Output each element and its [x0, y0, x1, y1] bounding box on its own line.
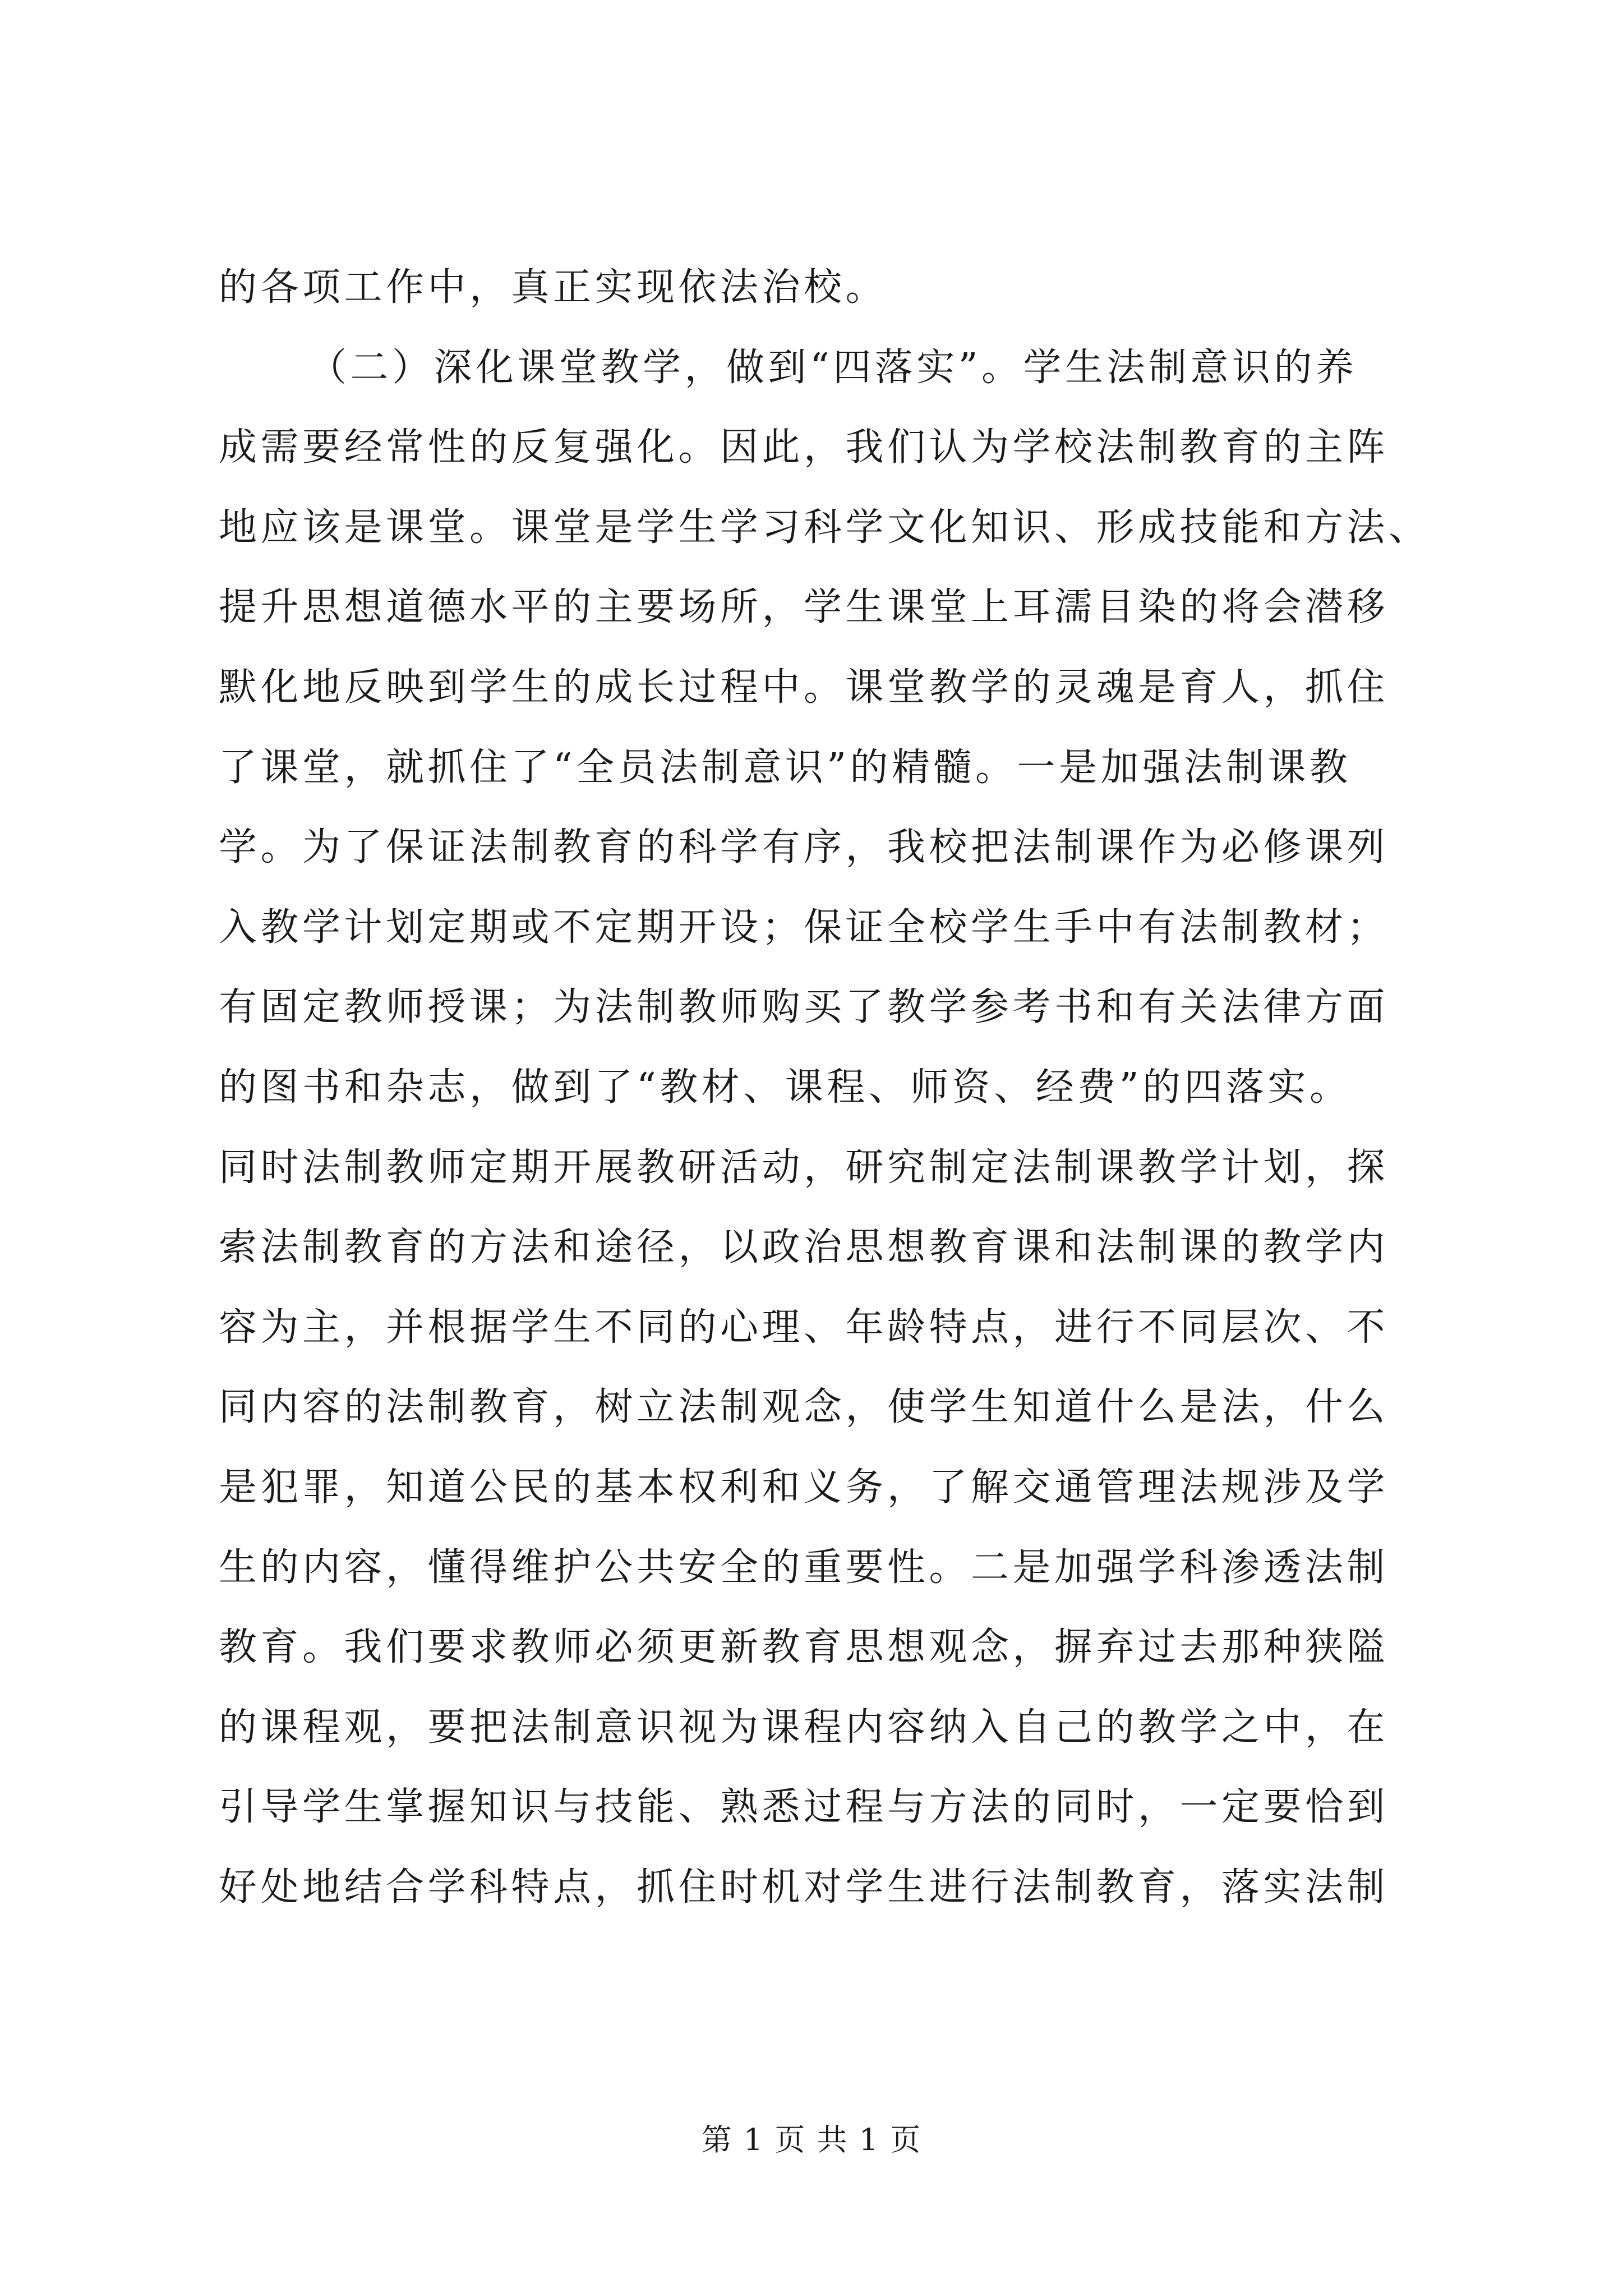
text-line: 入教学计划定期或不定期开设；保证全校学生手中有法制教材；: [219, 905, 1389, 950]
text-line: 生的内容，懂得维护公共安全的重要性。二是加强学科渗透法制: [219, 1545, 1389, 1590]
text-line: 默化地反映到学生的成长过程中。课堂教学的灵魂是育人，抓住: [219, 665, 1389, 710]
text-line: 同内容的法制教育，树立法制观念，使学生知道什么是法，什么: [219, 1385, 1389, 1430]
text-line: 引导学生掌握知识与技能、熟悉过程与方法的同时，一定要恰到: [219, 1785, 1389, 1830]
text-line: 好处地结合学科特点，抓住时机对学生进行法制教育，落实法制: [219, 1865, 1389, 1910]
text-line: 容为主，并根据学生不同的心理、年龄特点，进行不同层次、不: [219, 1305, 1389, 1350]
text-line: 学。为了保证法制教育的科学有序，我校把法制课作为必修课列: [219, 825, 1389, 870]
body-text: [219, 264, 1431, 1943]
text-line: 的课程观，要把法制意识视为课程内容纳入自己的教学之中，在: [219, 1705, 1389, 1750]
text-line: 地应该是课堂。课堂是学生学习科学文化知识、形成技能和方法、: [219, 505, 1431, 550]
text-line: 了课堂，就抓住了“全员法制意识”的精髓。一是加强法制课教: [219, 745, 1352, 790]
text-line: 的图书和杂志，做到了“教材、课程、师资、经费”的四落实。: [219, 1065, 1352, 1110]
text-line: 教育。我们要求教师必须更新教育思想观念，摒弃过去那种狭隘: [219, 1625, 1389, 1670]
text-line: 同时法制教师定期开展教研活动，研究制定法制课教学计划，探: [219, 1145, 1389, 1190]
text-line: 提升思想道德水平的主要场所，学生课堂上耳濡目染的将会潜移: [219, 585, 1389, 630]
page-footer: 第 1 页 共 1 页: [701, 2122, 922, 2157]
text-line: 有固定教师授课；为法制教师购买了教学参考书和有关法律方面: [219, 985, 1389, 1030]
text-line: 是犯罪，知道公民的基本权利和义务，了解交通管理法规涉及学: [219, 1465, 1389, 1510]
text-line: （二）深化课堂教学，做到“四落实”。学生法制意识的养: [308, 345, 1358, 390]
text-line: 的各项工作中，真正实现依法治校。: [219, 265, 888, 310]
text-line: 成需要经常性的反复强化。因此，我们认为学校法制教育的主阵: [219, 425, 1389, 470]
text-line: 索法制教育的方法和途径，以政治思想教育课和法制课的教学内: [219, 1225, 1389, 1270]
